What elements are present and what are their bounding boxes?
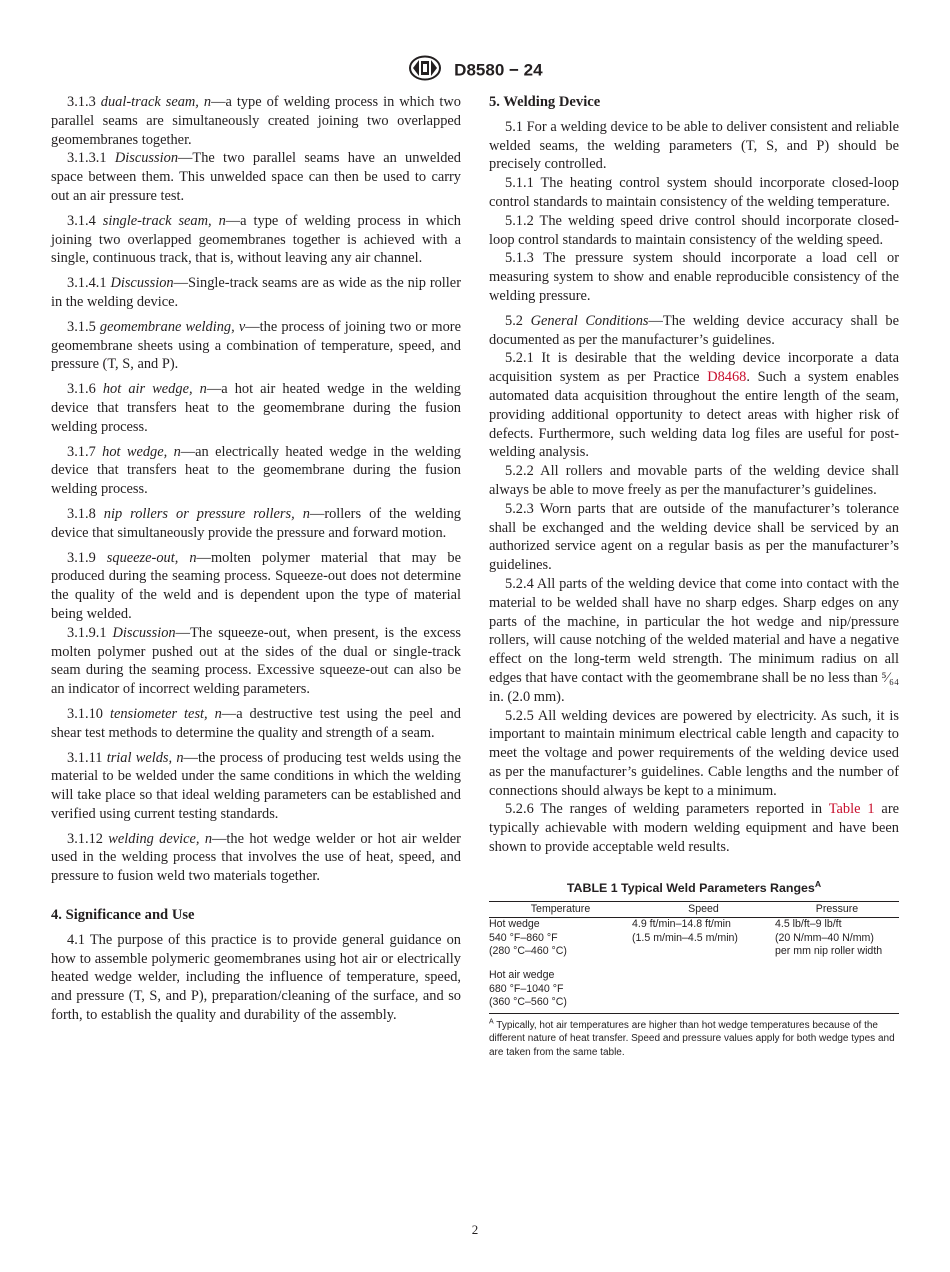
table-cell <box>632 983 775 997</box>
table-cell <box>775 969 899 983</box>
definition-3-1-8: 3.1.8 nip rollers or pressure rollers, n—rollers of the welding device that simultaneously provide the pressure and forward motion. <box>51 505 461 541</box>
table-title: TABLE 1 Typical Weld Parameters Ranges$^A$ <box>566 878 822 895</box>
right-column <box>489 93 899 1059</box>
table-cell: (360 °C–560 °C) <box>489 996 632 1013</box>
table-cell: 4.9 ft/min–14.8 ft/min <box>632 918 731 931</box>
page-number: 2 <box>471 1222 479 1237</box>
table-footnote: $^A$ Typically, hot air temperatures are higher than hot wedge temperatures because of the different nature of heat transfer. Speed and pressure values apply for both wedge types and are taken from the same table. <box>489 1018 895 1058</box>
table-cell: 540 °F–860 °F <box>489 931 558 944</box>
discussion-3-1-4-1: 3.1.4.1 Discussion—Single-track seams are as wide as the nip roller in the welding device. <box>51 275 461 310</box>
astm-logo-icon <box>407 55 443 86</box>
table-cell: (20 N/mm–40 N/mm) <box>775 931 874 944</box>
table-row <box>489 932 899 946</box>
table-row <box>489 983 899 997</box>
paragraph-4-1: 4.1 The purpose of this practice is to provide general guidance on how to assemble polymeric geomembranes using hot air or electrically heated wedge welder, including the influence of temperature, speed, and pressure (T, S, and P), preparation/cleaning of the surface, and so forth, to establish the quality and durability of the assembly. <box>51 931 461 1024</box>
paragraph-5-1-2: 5.1.2 The welding speed drive control should incorporate closed-loop control standards to maintain consistency of the welding speed. <box>489 212 899 248</box>
column-header-temperature: Temperature <box>489 901 632 918</box>
table-row <box>489 996 899 1013</box>
table-cell <box>632 945 775 959</box>
table-cell: 4.5 lb/ft–9 lb/ft <box>775 918 842 931</box>
table-cell <box>632 969 775 983</box>
column-header-speed: Speed <box>632 901 775 918</box>
table-row <box>489 918 899 932</box>
table-1-link[interactable]: Table 1 <box>828 801 875 818</box>
table-cell: per mm nip roller width <box>775 945 883 958</box>
section-heading-5: 5. Welding Device <box>489 94 601 110</box>
paragraph-5-2-3: 5.2.3 Worn parts that are outside of the manufacturer’s tolerance shall be exchanged and the welding device shall be serviced by an authorized service agent on a regular basis as per the manufacturer’s guidelines. <box>489 500 899 574</box>
paragraph-5-2-1: 5.2.1 It is desirable that the welding device incorporate a data acquisition system as per Practice D8468. Such a system enables automated data acquisition throughout the entire length of the seam, providing additional opportunity to detect areas with higher risk of defects. Furthermore, such welding data log files are useful for post-welding analysis. <box>489 350 899 461</box>
discussion-3-1-3-1: 3.1.3.1 Discussion—The two parallel seams have an unwelded space between them. This unwelded space can then be used to carry out an air pressure test. <box>51 150 461 204</box>
definition-3-1-7: 3.1.7 hot wedge, n—an electrically heated wedge in the welding device that transfers heat to the geomembrane during the fusion welding process. <box>51 443 461 498</box>
definition-3-1-5: 3.1.5 geomembrane welding, v—the process of joining two or more geomembrane sheets using a combination of temperature, speed, and pressure (T, S, and P). <box>51 318 461 373</box>
table-cell: (280 °C–460 °C) <box>489 945 567 958</box>
section-heading-4: 4. Significance and Use <box>51 907 195 924</box>
document-code: D8580 − 24 <box>454 60 543 80</box>
column-header-pressure: Pressure <box>775 901 899 918</box>
paragraph-5-1-1: 5.1.1 The heating control system should incorporate closed-loop control standards to maintain consistency of the welding temperature. <box>489 175 899 210</box>
table-cell: Hot wedge <box>489 918 540 931</box>
table-row <box>489 969 899 983</box>
table-row <box>489 945 899 959</box>
page-header <box>0 55 950 86</box>
table-spacer-row <box>489 959 899 969</box>
paragraph-5-1-3: 5.1.3 The pressure system should incorporate a load cell or measuring system to show and enable reproducible consistency of the welding pressure. <box>489 250 899 304</box>
definition-3-1-6: 3.1.6 hot air wedge, n—a hot air heated wedge in the welding device that transfers heat to the geomembrane during the fusion welding process. <box>51 381 461 435</box>
table-cell: (1.5 m/min–4.5 m/min) <box>632 931 738 944</box>
definition-3-1-11: 3.1.11 trial welds, n—the process of producing test welds using the material to be welded under the same conditions in which the welding will take place so that ideal welding parameters can be established and verified using current testing standards. <box>51 749 461 822</box>
definition-3-1-9: 3.1.9 squeeze-out, n—molten polymer material that may be produced during the seaming process. Squeeze-out does not determine the quality of the weld and is dependent upon the type of material being welded. <box>51 549 461 622</box>
table-cell <box>632 996 775 1013</box>
paragraph-5-2-6: 5.2.6 The ranges of welding parameters reported in Table 1 are typically achievable with modern welding equipment and have been shown to provide acceptable weld results. <box>489 801 899 856</box>
definition-3-1-10: 3.1.10 tensiometer test, n—a destructive test using the peel and shear test methods to determine the quality and strength of a seam. <box>51 705 461 741</box>
definition-3-1-12: 3.1.12 welding device, n—the hot wedge welder or hot air welder used in the welding process that involves the use of heat, speed, and pressure to fusion weld two materials together. <box>51 830 461 885</box>
weld-parameters-table <box>489 901 899 1014</box>
definition-3-1-3: 3.1.3 dual-track seam, n—a type of welding process in which two parallel seams are simultaneously created joining two overlapped geomembranes together. <box>51 94 461 148</box>
weld-parameters-table-block <box>489 879 899 1059</box>
table-cell <box>775 996 899 1013</box>
d8468-link[interactable]: D8468 <box>707 369 747 386</box>
definition-3-1-4: 3.1.4 single-track seam, n—a type of welding process in which joining two overlapped geomembranes together is achieved with a single, continuous track, that is, without leaving any air channel. <box>51 212 461 267</box>
paragraph-5-2-2: 5.2.2 All rollers and movable parts of the welding device shall always be able to move freely as per the manufacturer’s guidelines. <box>489 463 899 498</box>
paragraph-5-2-5: 5.2.5 All welding devices are powered by electricity. As such, it is important to maintain minimum electrical cable length and capacity to meet the voltage and power requirements of the welding device used as per the manufacturer’s guidelines. Cable lengths and the number of connections should always be kept to a minimum. <box>489 707 899 799</box>
paragraph-5-1: 5.1 For a welding device to be able to deliver consistent and reliable welded seams, the welding parameters (T, S, and P) should be precisely controlled. <box>489 118 899 173</box>
paragraph-5-2-4: 5.2.4 All parts of the welding device that come into contact with the material to be welded shall have no sharp edges. Sharp edges on any parts of the machine, in particular the hot wedge and nip/pressure rollers, will cause notching of the welded material and have a negative effect on the long-term weld strength. The minimum radius on all edges that have contact with the geomembrane shall be no less than ⁵⁄₆₄ in. (2.0 mm). <box>489 575 899 705</box>
left-column <box>51 93 461 1031</box>
table-cell: Hot air wedge <box>489 969 555 982</box>
table-cell <box>775 983 899 997</box>
table-cell: 680 °F–1040 °F <box>489 982 564 995</box>
discussion-3-1-9-1: 3.1.9.1 Discussion—The squeeze-out, when present, is the excess molten polymer pushed out at the sides of the dual or single-track seam during the seaming process. Excessive squeeze-out can also be an indicator of incorrect welding parameters. <box>51 624 461 698</box>
paragraph-5-2: 5.2 General Conditions—The welding device accuracy shall be documented as per the manufacturer’s guidelines. <box>489 312 899 348</box>
